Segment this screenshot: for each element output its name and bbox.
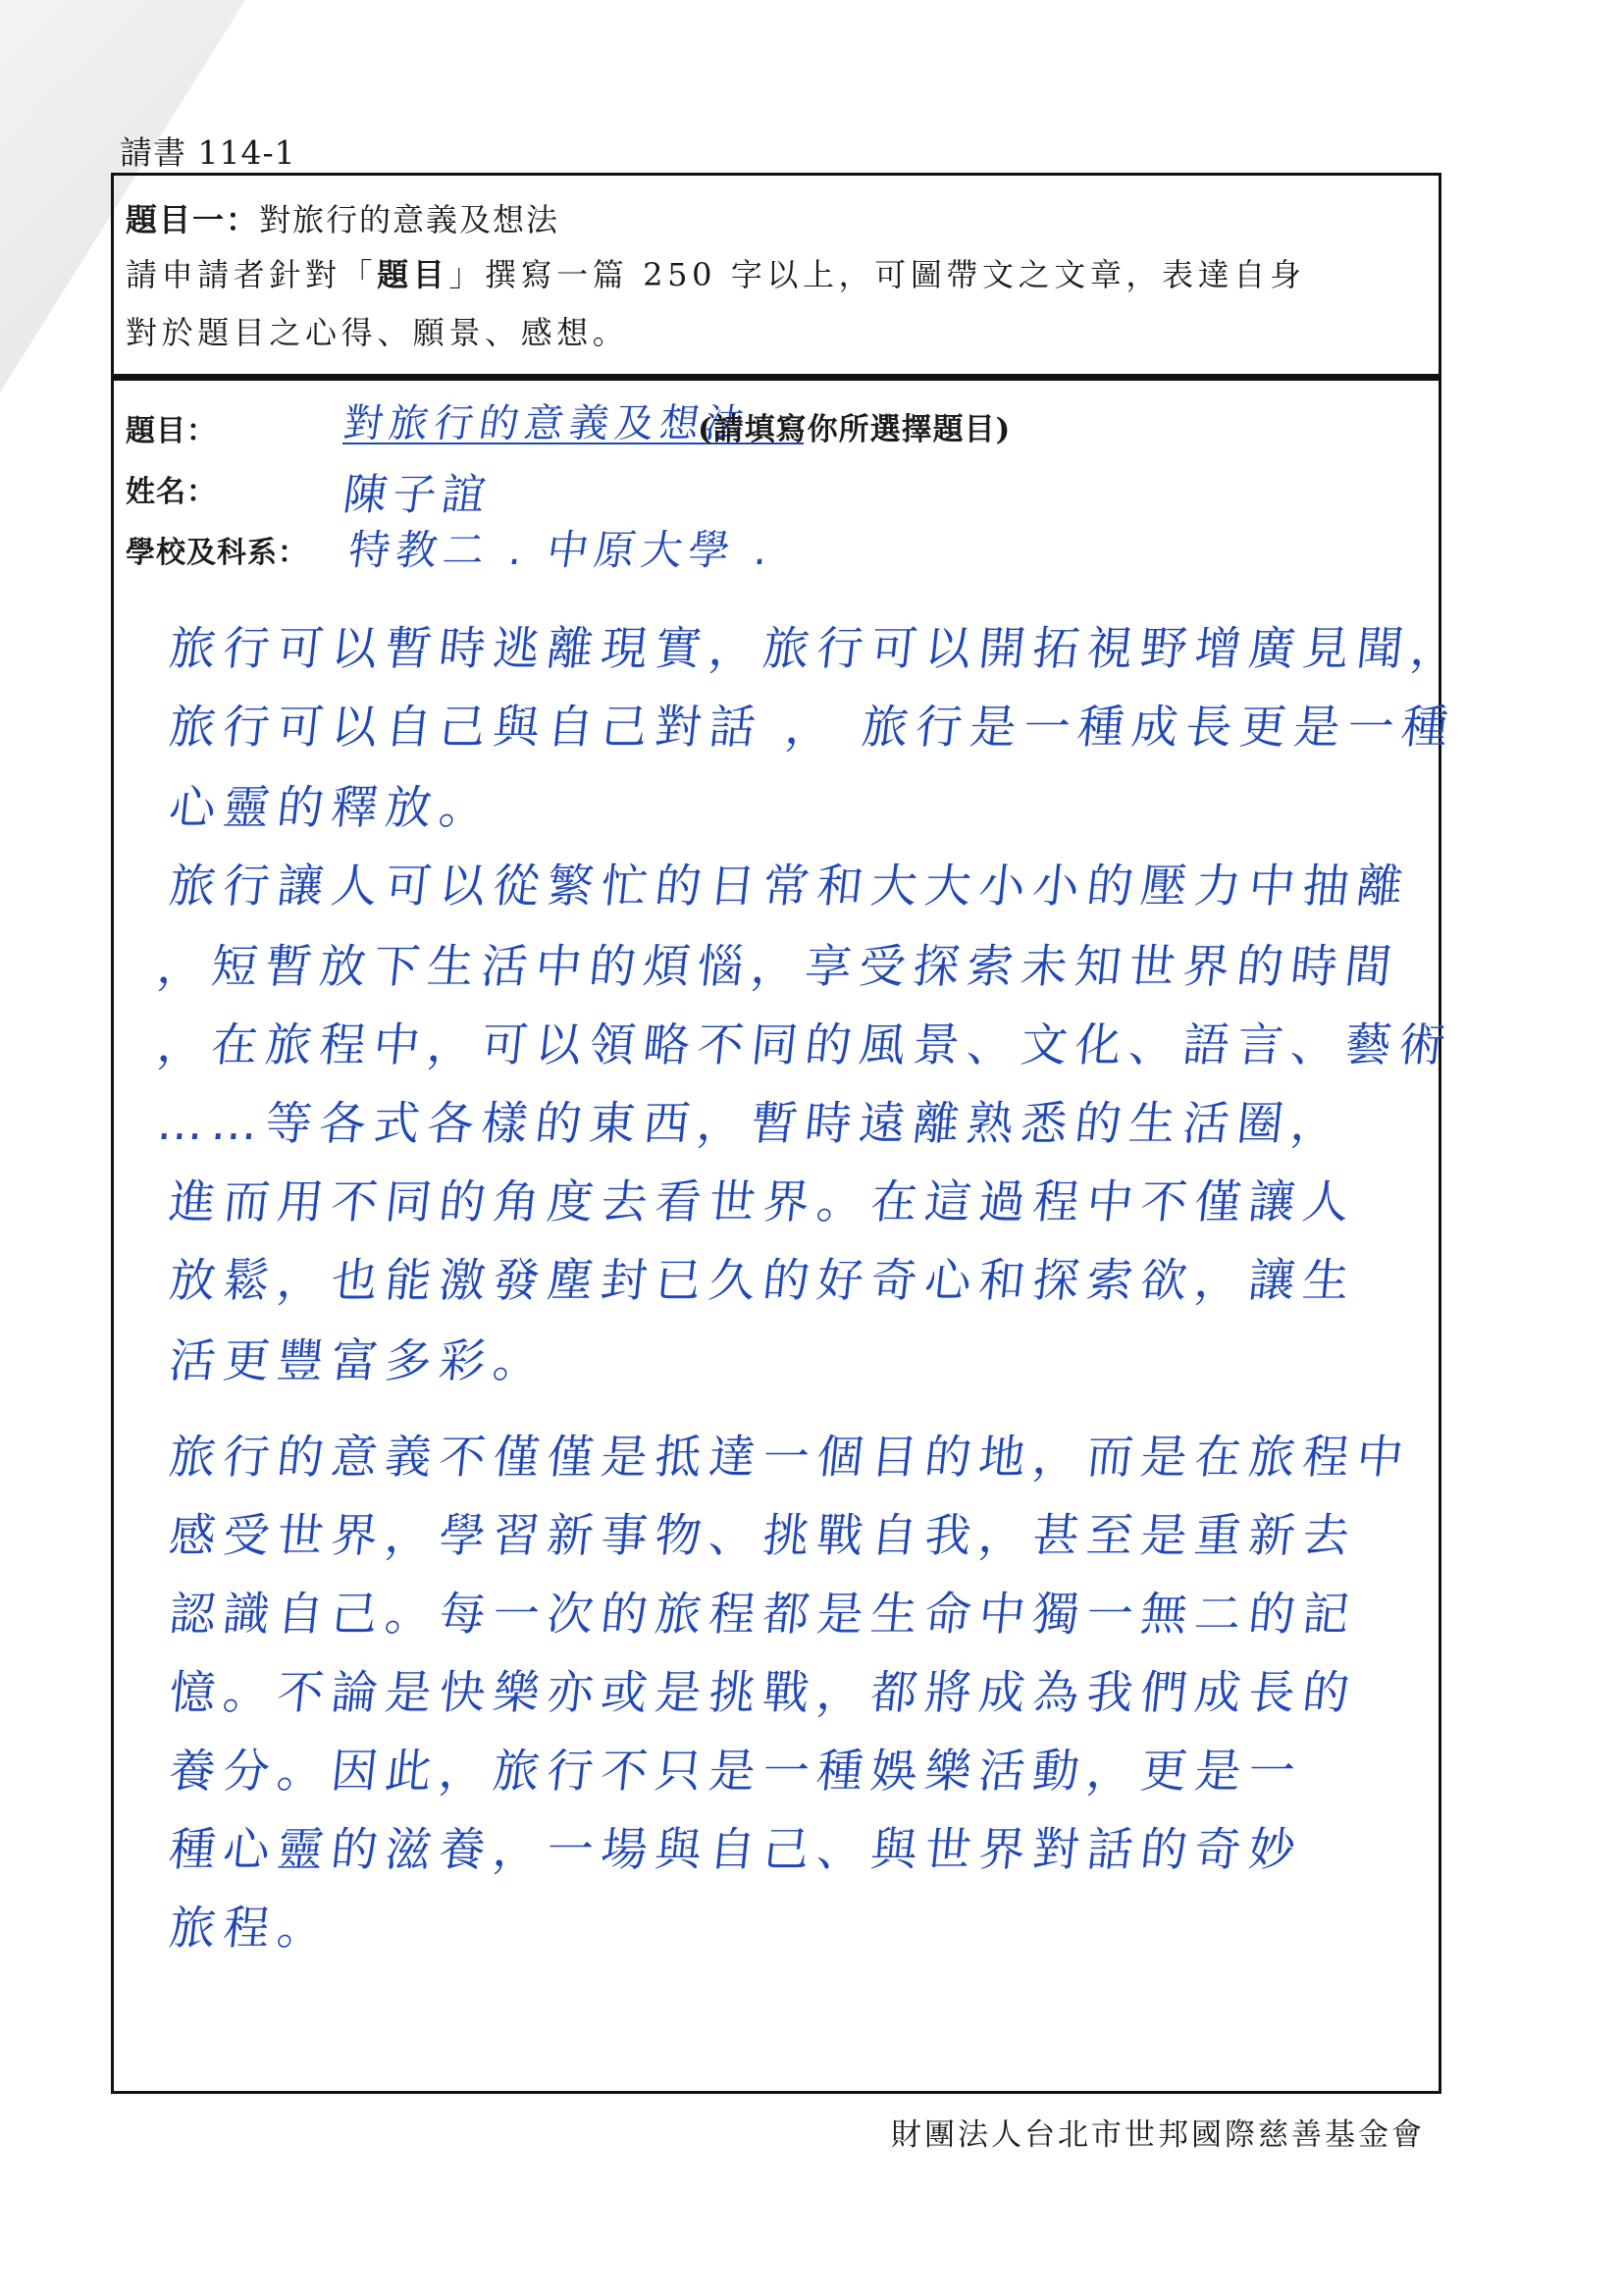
prompt-box xyxy=(111,173,1441,377)
topic-note: (請填寫你所選擇題目) xyxy=(698,412,1012,447)
prompt-title-label: 題目一 xyxy=(126,201,227,238)
school-label: 學校及科系： xyxy=(126,536,308,570)
essay-line: 旅行可以自己與自己對話 ， 旅行是一種成長更是一種 xyxy=(166,701,1459,755)
essay-line: 養分。因此，旅行不只是一種娛樂活動，更是一 xyxy=(166,1745,1306,1799)
prompt-title xyxy=(126,195,559,240)
essay-line: 憶。不論是快樂亦或是挑戰，都將成為我們成長的 xyxy=(166,1666,1360,1720)
prompt-line-1 xyxy=(126,246,1431,304)
prompt-line-1a: 請申請者針對「 xyxy=(126,256,378,293)
essay-line: 旅程。 xyxy=(166,1902,335,1956)
school-handwritten: 特教二 . 中原大學 . xyxy=(345,526,777,574)
essay-line: 種心靈的滋養，一場與自己、與世界對話的奇妙 xyxy=(166,1823,1306,1877)
essay-line: 旅行的意義不僅僅是抵達一個目的地，而是在旅程中 xyxy=(166,1431,1414,1485)
prompt-instructions xyxy=(126,246,1431,362)
prompt-title-text: 對旅行的意義及想法 xyxy=(259,201,560,238)
essay-line: 進而用不同的角度去看世界。在這過程中不僅讓人 xyxy=(166,1175,1360,1229)
essay-line: 旅行可以暫時逃離現實，旅行可以開拓視野增廣見聞， xyxy=(166,622,1468,676)
foundation-name: 財團法人台北市世邦國際慈善基金會 xyxy=(891,2117,1425,2153)
topic-label: 題目： xyxy=(126,414,217,448)
prompt-line-2: 對於題目之心得、願景、感想。 xyxy=(126,314,629,351)
answer-box xyxy=(111,377,1468,2094)
topic-handwritten: 對旅行的意義及想法 xyxy=(340,401,754,446)
essay-line: 活更豐富多彩。 xyxy=(166,1334,550,1388)
form-code: 請書 114-1 xyxy=(120,133,296,172)
name-handwritten: 陳子誼 xyxy=(340,470,495,520)
prompt-title-separator: ： xyxy=(226,201,260,238)
essay-line: 感受世界，學習新事物、挑戰自我，甚至是重新去 xyxy=(166,1509,1360,1563)
name-label: 姓名： xyxy=(126,475,217,509)
essay-line: 心靈的釋放。 xyxy=(166,781,497,835)
essay-line: 認識自己。每一次的旅程都是生命中獨一無二的記 xyxy=(166,1588,1360,1642)
essay-line: ，在旅程中，可以領略不同的風景、文化、語言、藝術 xyxy=(154,1018,1456,1072)
essay-line: ……等各式各樣的東西，暫時遠離熟悉的生活圈， xyxy=(154,1097,1348,1151)
prompt-line-1b: 」撰寫一篇 250 字以上，可圖帶文之文章，表達自身 xyxy=(448,256,1306,293)
essay-line: 放鬆，也能激發塵封已久的好奇心和探索欲，讓生 xyxy=(166,1254,1360,1308)
essay-line: 旅行讓人可以從繁忙的日常和大大小小的壓力中抽離 xyxy=(166,860,1414,913)
prompt-line-1-bold: 題目 xyxy=(377,256,449,293)
essay-line: ，短暫放下生活中的煩惱，享受探索未知世界的時間 xyxy=(154,940,1402,994)
